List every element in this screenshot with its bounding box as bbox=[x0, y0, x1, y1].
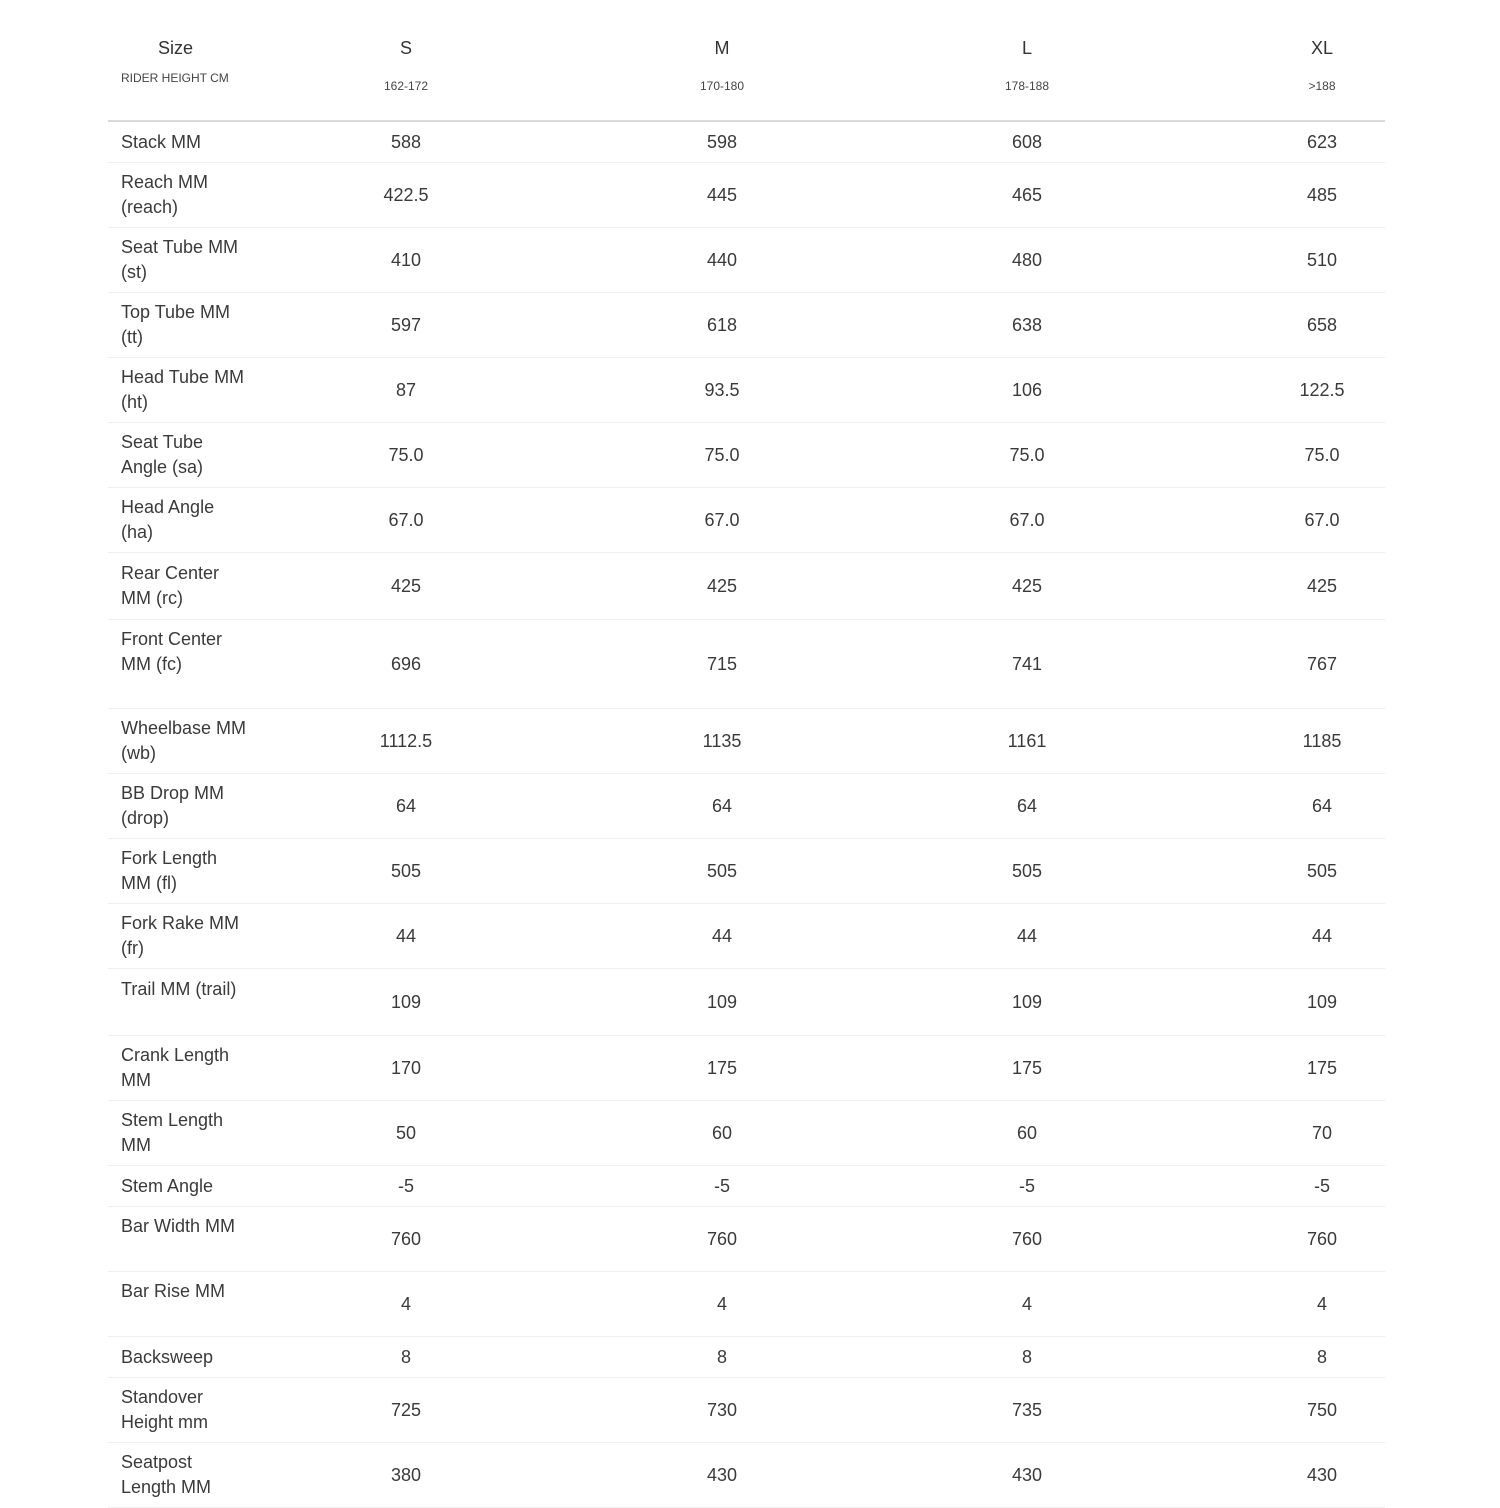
table-cell: 1135 bbox=[702, 731, 742, 751]
table-cell: 730 bbox=[706, 1400, 738, 1420]
table-cell: 75.0 bbox=[1009, 445, 1045, 465]
size-header: Size bbox=[158, 38, 194, 58]
table-cell: 109 bbox=[706, 992, 738, 1012]
table-cell: 425 bbox=[706, 576, 738, 596]
table-cell: 44 bbox=[1311, 926, 1333, 946]
table-cell: 4 bbox=[400, 1294, 411, 1314]
table-cell: 8 bbox=[1021, 1347, 1032, 1367]
table-cell: 410 bbox=[390, 250, 422, 270]
size-label: XL bbox=[1310, 38, 1334, 58]
table-cell: 4 bbox=[1316, 1294, 1327, 1314]
table-cell: -5 bbox=[1313, 1176, 1330, 1196]
rider-height-label: RIDER HEIGHT CM bbox=[121, 71, 229, 85]
table-cell: 93.5 bbox=[704, 380, 740, 400]
table-cell: 767 bbox=[1306, 654, 1338, 674]
row-label: Wheelbase MM (wb) bbox=[121, 718, 247, 763]
table-row bbox=[108, 620, 1385, 709]
table-cell: 597 bbox=[390, 315, 422, 335]
table-cell: 44 bbox=[711, 926, 733, 946]
table-cell: 106 bbox=[1011, 380, 1043, 400]
table-cell: 440 bbox=[706, 250, 738, 270]
table-cell: 445 bbox=[706, 185, 738, 205]
geometry-table bbox=[108, 22, 1385, 1508]
table-row bbox=[108, 839, 1385, 904]
table-cell: 4 bbox=[1021, 1294, 1032, 1314]
table-cell: 1161 bbox=[1007, 731, 1047, 751]
size-label: M bbox=[714, 38, 730, 58]
row-label: BB Drop MM (drop) bbox=[121, 783, 225, 828]
table-cell: 465 bbox=[1011, 185, 1043, 205]
table-cell: 505 bbox=[1306, 861, 1338, 881]
table-row bbox=[108, 163, 1385, 228]
table-row bbox=[108, 228, 1385, 293]
row-label: Head Tube MM (ht) bbox=[121, 367, 245, 412]
table-cell: 8 bbox=[716, 1347, 727, 1367]
table-cell: 50 bbox=[395, 1123, 417, 1143]
table-row bbox=[108, 423, 1385, 488]
size-column-m bbox=[642, 38, 802, 93]
table-cell: 75.0 bbox=[1304, 445, 1340, 465]
row-label: Bar Rise MM bbox=[121, 1281, 226, 1301]
table-row bbox=[108, 293, 1385, 358]
table-cell: 44 bbox=[395, 926, 417, 946]
row-label: Seat Tube MM (st) bbox=[121, 237, 239, 282]
size-column-xl bbox=[1242, 38, 1402, 93]
table-cell: 75.0 bbox=[388, 445, 424, 465]
table-cell: 623 bbox=[1306, 132, 1338, 152]
size-column-s bbox=[326, 38, 486, 93]
rider-height-range: >188 bbox=[1308, 79, 1336, 93]
table-row bbox=[108, 1378, 1385, 1443]
header-row bbox=[108, 22, 1385, 122]
row-label: Seat Tube Angle (sa) bbox=[121, 432, 204, 477]
table-cell: 430 bbox=[1011, 1465, 1043, 1485]
table-cell: -5 bbox=[397, 1176, 414, 1196]
table-row bbox=[108, 774, 1385, 839]
row-label: Standover Height mm bbox=[121, 1387, 209, 1432]
table-row bbox=[108, 122, 1385, 163]
table-cell: 109 bbox=[390, 992, 422, 1012]
size-column-l bbox=[947, 38, 1107, 93]
table-cell: 64 bbox=[395, 796, 417, 816]
table-cell: 760 bbox=[706, 1229, 738, 1249]
row-label: Top Tube MM (tt) bbox=[121, 302, 231, 347]
table-cell: 1112.5 bbox=[379, 731, 433, 751]
table-cell: 70 bbox=[1311, 1123, 1333, 1143]
table-cell: 67.0 bbox=[1009, 510, 1045, 530]
table-cell: 175 bbox=[706, 1058, 738, 1078]
table-row bbox=[108, 1207, 1385, 1272]
table-cell: 725 bbox=[390, 1400, 422, 1420]
table-cell: 505 bbox=[706, 861, 738, 881]
table-cell: 760 bbox=[1306, 1229, 1338, 1249]
size-label: L bbox=[1021, 38, 1032, 58]
size-label: S bbox=[399, 38, 412, 58]
table-row bbox=[108, 358, 1385, 423]
table-cell: 67.0 bbox=[704, 510, 740, 530]
table-cell: 750 bbox=[1306, 1400, 1338, 1420]
table-cell: 67.0 bbox=[1304, 510, 1340, 530]
table-cell: 122.5 bbox=[1299, 380, 1345, 400]
table-cell: 87 bbox=[395, 380, 417, 400]
table-cell: 505 bbox=[1011, 861, 1043, 881]
table-cell: 175 bbox=[1011, 1058, 1043, 1078]
table-cell: 608 bbox=[1011, 132, 1043, 152]
table-row bbox=[108, 1272, 1385, 1337]
row-label: Head Angle (ha) bbox=[121, 497, 215, 542]
table-cell: 658 bbox=[1306, 315, 1338, 335]
table-cell: 696 bbox=[390, 654, 422, 674]
table-cell: 44 bbox=[1016, 926, 1038, 946]
table-cell: 64 bbox=[711, 796, 733, 816]
table-row bbox=[108, 1443, 1385, 1508]
row-label: Front Center MM (fc) bbox=[121, 629, 223, 674]
rider-height-range: 162-172 bbox=[383, 79, 429, 93]
table-row bbox=[108, 1166, 1385, 1207]
table-row bbox=[108, 1036, 1385, 1101]
table-cell: 510 bbox=[1306, 250, 1338, 270]
table-cell: 425 bbox=[390, 576, 422, 596]
table-cell: 422.5 bbox=[383, 185, 429, 205]
table-cell: 170 bbox=[390, 1058, 422, 1078]
row-label: Stem Angle bbox=[121, 1176, 214, 1196]
table-body bbox=[108, 122, 1385, 1508]
table-cell: 741 bbox=[1011, 654, 1043, 674]
table-cell: 109 bbox=[1011, 992, 1043, 1012]
table-cell: 425 bbox=[1306, 576, 1338, 596]
row-label: Seatpost Length MM bbox=[121, 1452, 212, 1497]
table-cell: 4 bbox=[716, 1294, 727, 1314]
table-cell: 638 bbox=[1011, 315, 1043, 335]
table-cell: 760 bbox=[1011, 1229, 1043, 1249]
table-cell: 598 bbox=[706, 132, 738, 152]
table-cell: 430 bbox=[706, 1465, 738, 1485]
table-cell: 64 bbox=[1311, 796, 1333, 816]
table-row bbox=[108, 969, 1385, 1036]
row-label: Fork Rake MM (fr) bbox=[121, 913, 240, 958]
table-row bbox=[108, 488, 1385, 553]
table-row bbox=[108, 1337, 1385, 1378]
table-cell: 75.0 bbox=[704, 445, 740, 465]
row-label: Crank Length MM bbox=[121, 1045, 230, 1090]
table-cell: 618 bbox=[706, 315, 738, 335]
table-cell: 588 bbox=[390, 132, 422, 152]
table-cell: 480 bbox=[1011, 250, 1043, 270]
table-cell: 8 bbox=[1316, 1347, 1327, 1367]
table-cell: 60 bbox=[1016, 1123, 1038, 1143]
row-label: Bar Width MM bbox=[121, 1216, 236, 1236]
table-row bbox=[108, 553, 1385, 620]
row-label: Fork Length MM (fl) bbox=[121, 848, 218, 893]
table-cell: 715 bbox=[706, 654, 738, 674]
table-row bbox=[108, 1101, 1385, 1166]
table-cell: 64 bbox=[1016, 796, 1038, 816]
table-cell: -5 bbox=[713, 1176, 730, 1196]
table-cell: 109 bbox=[1306, 992, 1338, 1012]
row-label: Trail MM (trail) bbox=[121, 979, 237, 999]
table-cell: 175 bbox=[1306, 1058, 1338, 1078]
table-cell: 505 bbox=[390, 861, 422, 881]
rider-height-range: 178-188 bbox=[1004, 79, 1050, 93]
table-cell: 425 bbox=[1011, 576, 1043, 596]
table-row bbox=[108, 904, 1385, 969]
table-row bbox=[108, 709, 1385, 774]
row-label: Stack MM bbox=[121, 132, 202, 152]
table-cell: 735 bbox=[1011, 1400, 1043, 1420]
table-cell: 430 bbox=[1306, 1465, 1338, 1485]
table-cell: 1185 bbox=[1302, 731, 1342, 751]
table-cell: 760 bbox=[390, 1229, 422, 1249]
row-label: Backsweep bbox=[121, 1347, 214, 1367]
row-label: Stem Length MM bbox=[121, 1110, 224, 1155]
row-label: Rear Center MM (rc) bbox=[121, 563, 220, 608]
table-cell: 60 bbox=[711, 1123, 733, 1143]
table-cell: 8 bbox=[400, 1347, 411, 1367]
table-cell: -5 bbox=[1018, 1176, 1035, 1196]
table-cell: 380 bbox=[390, 1465, 422, 1485]
table-cell: 485 bbox=[1306, 185, 1338, 205]
table-cell: 67.0 bbox=[388, 510, 424, 530]
row-label: Reach MM (reach) bbox=[121, 172, 209, 217]
rider-height-range: 170-180 bbox=[699, 79, 745, 93]
